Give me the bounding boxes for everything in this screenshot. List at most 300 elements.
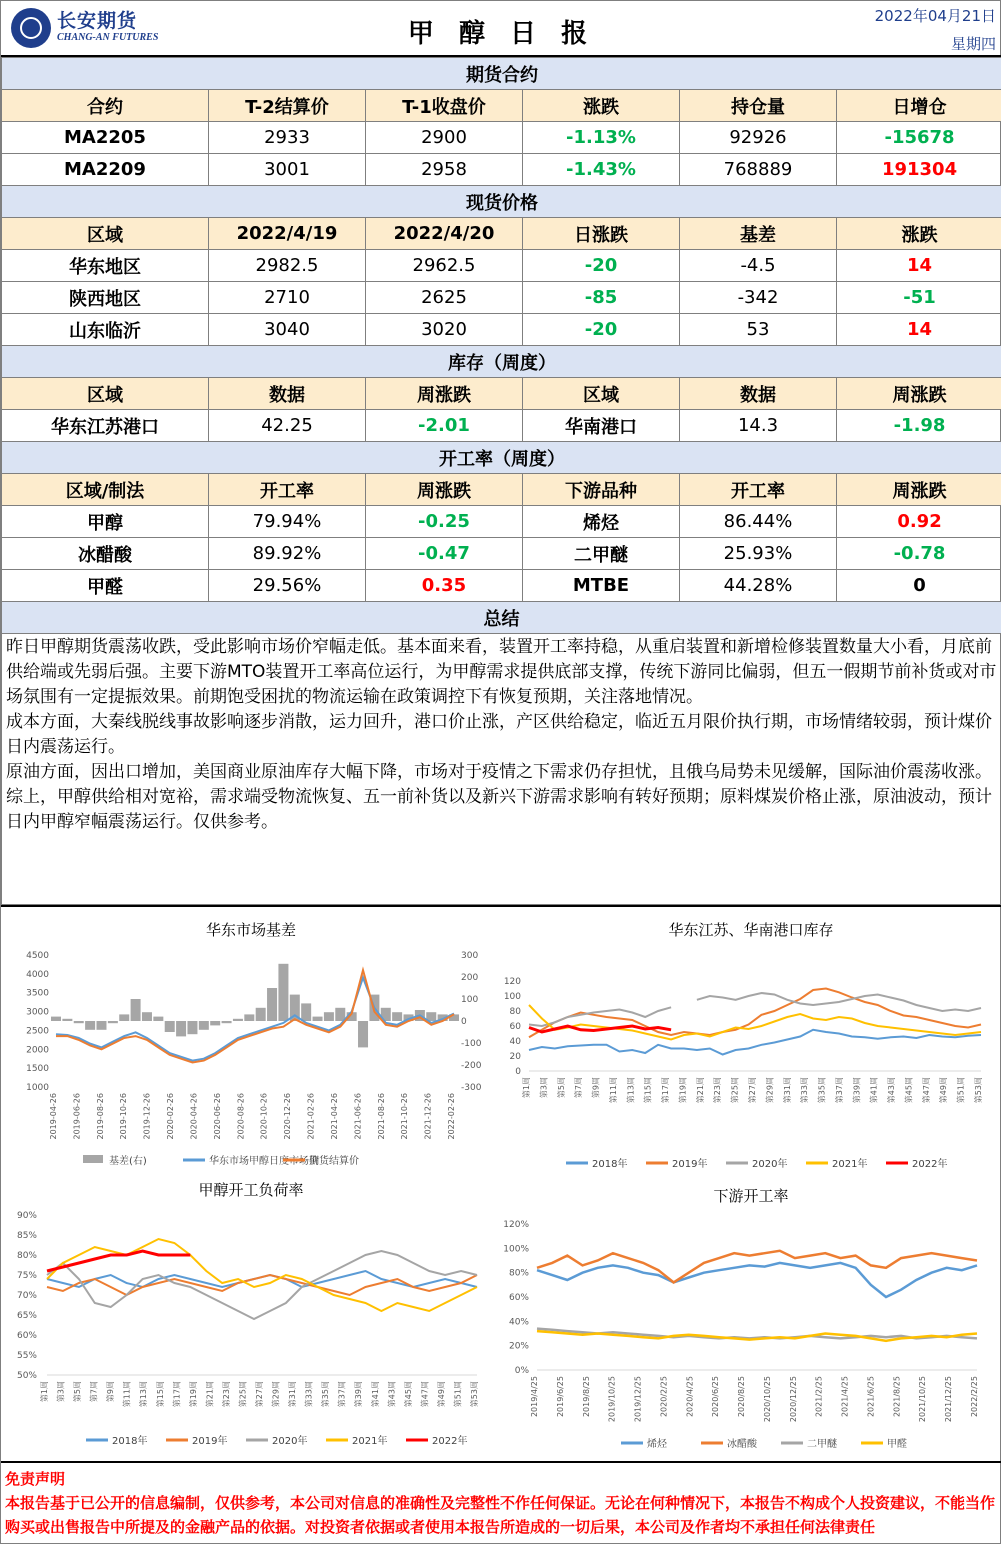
y-tick-label: 120 (503, 977, 521, 987)
y-tick-label: 4500 (26, 951, 49, 961)
series-line (537, 1263, 977, 1297)
col-header: 数据 (209, 378, 366, 410)
x-tick-label: 第47周 (420, 1381, 430, 1408)
x-tick-label: 2021-04-26 (329, 1093, 339, 1140)
x-tick-label: 第51周 (956, 1077, 966, 1104)
x-tick-label: 2021-02-26 (306, 1093, 316, 1140)
chart-downstream-svg (501, 1177, 1001, 1461)
table-row (2, 250, 1001, 282)
legend-label: 华东市场甲醇日度市场价 (209, 1156, 319, 1167)
col-header: 区域 (2, 218, 209, 250)
table-row (2, 282, 1001, 314)
col-header: 区域 (2, 378, 209, 410)
row-label: 冰醋酸 (2, 538, 209, 570)
x-tick-label: 第43周 (887, 1077, 897, 1104)
x-tick-label: 第39周 (852, 1077, 862, 1104)
cell: 79.94% (209, 506, 366, 538)
basis-bar (358, 1021, 368, 1047)
cell-change: -51 (837, 282, 1001, 314)
legend-label: 2020年 (752, 1159, 788, 1170)
cell: 92926 (680, 122, 837, 154)
y-tick-label: 1500 (26, 1064, 49, 1075)
col-header: 周涨跌 (837, 378, 1001, 410)
basis-bar (256, 1008, 266, 1021)
legend-label: 2018年 (112, 1436, 148, 1447)
cell: 42.25 (209, 410, 366, 442)
x-tick-label: 2022/2/25 (970, 1376, 979, 1418)
cell: 2625 (366, 282, 523, 314)
x-tick-label: 第19周 (188, 1381, 198, 1408)
cell: -4.5 (680, 250, 837, 282)
x-tick-label: 第43周 (387, 1381, 397, 1408)
cell-change: -1.43% (523, 154, 680, 186)
summary-text (1, 633, 1001, 905)
x-tick-label: 第13周 (139, 1381, 149, 1408)
table-row (2, 538, 1001, 570)
table-row (2, 314, 1001, 346)
x-tick-label: 第5周 (556, 1077, 566, 1099)
x-tick-label: 2019/4/25 (530, 1376, 539, 1418)
cell-change: -1.13% (523, 122, 680, 154)
x-tick-label: 2021-10-26 (400, 1093, 410, 1140)
x-tick-label: 第13周 (626, 1077, 636, 1104)
cell-change: -0.78 (837, 538, 1001, 570)
y-tick-label: 300 (461, 951, 479, 961)
section-title-inventory: 库存（周度） (2, 346, 1001, 378)
cell: 768889 (680, 154, 837, 186)
contract-name: MA2205 (2, 122, 209, 154)
x-tick-label: 第5周 (73, 1381, 83, 1403)
col-header: T-2结算价 (209, 90, 366, 122)
x-tick-label: 第37周 (834, 1077, 844, 1104)
cell-change: -0.25 (366, 506, 523, 538)
section-title-futures: 期货合约 (2, 58, 1001, 90)
legend-label: 2021年 (352, 1436, 388, 1447)
spot-table (1, 185, 1001, 346)
x-tick-label: 第31周 (288, 1381, 298, 1408)
chart-title: 甲醇开工负荷率 (198, 1181, 304, 1199)
legend-label: 二甲醚 (807, 1439, 837, 1450)
y-tick-label: 60% (16, 1331, 37, 1341)
y-tick-label: 2000 (26, 1045, 49, 1056)
disclaimer-text: 本报告基于已公开的信息编制，仅供参考，本公司对信息的准确性及完整性不作任何保证。无论在何种情况下，本报告不构成个人投资建议，不能当作购买或出售报告中所提及的金融产品的依据。对投资者依据或者使用本报告所造成的一切后果，本公司及作者均不承担任何法律责任 (5, 1494, 996, 1536)
chart-title: 下游开工率 (713, 1187, 789, 1205)
x-tick-label: 第39周 (354, 1381, 364, 1408)
y-tick-label: 200 (461, 973, 479, 983)
basis-bar (313, 1017, 323, 1021)
x-tick-label: 第27周 (255, 1381, 264, 1408)
y-tick-label: 4000 (26, 969, 49, 980)
cell: 3020 (366, 314, 523, 346)
y-tick-label: 20 (509, 1052, 521, 1062)
x-tick-label: 第53周 (470, 1381, 479, 1408)
y-tick-label: 75% (16, 1271, 37, 1281)
series-line (529, 993, 981, 1026)
cell-change: -0.47 (366, 538, 523, 570)
y-tick-label: 80% (508, 1268, 529, 1279)
operating-table (1, 441, 1001, 602)
chart-title: 华东江苏、华南港口库存 (668, 921, 834, 939)
basis-bar (267, 988, 277, 1021)
contract-name: MA2209 (2, 154, 209, 186)
legend-label: 2020年 (272, 1436, 308, 1447)
y-tick-label: 3500 (26, 988, 49, 999)
x-tick-label: 第3周 (56, 1381, 66, 1403)
cell: 2982.5 (209, 250, 366, 282)
table-row (2, 570, 1001, 602)
region-name: 山东临沂 (2, 314, 209, 346)
report-title: 甲 醇 日 报 (407, 19, 596, 49)
summary-heading (1, 601, 1001, 634)
basis-bar (51, 1017, 61, 1021)
chart-methanol-load-svg (1, 1177, 501, 1461)
basis-bar (108, 1021, 118, 1023)
cell: 89.92% (209, 538, 366, 570)
row-label: 二甲醚 (523, 538, 680, 570)
legend-label: 2019年 (192, 1436, 228, 1447)
y-tick-label: 60% (508, 1293, 529, 1303)
x-tick-label: 第7周 (574, 1077, 584, 1099)
cell-change: 0 (837, 570, 1001, 602)
cell: 2962.5 (366, 250, 523, 282)
section-title-spot: 现货价格 (2, 186, 1001, 218)
table-row (2, 410, 1001, 442)
basis-bar (142, 1012, 152, 1021)
x-tick-label: 第41周 (370, 1381, 380, 1408)
region-name: 华东江苏港口 (2, 410, 209, 442)
cell-change: -2.01 (366, 410, 523, 442)
y-tick-label: 40% (508, 1317, 529, 1328)
x-tick-label: 第11周 (122, 1381, 132, 1408)
cell-change: -20 (523, 250, 680, 282)
x-tick-label: 2019-06-26 (72, 1093, 82, 1140)
table-row (2, 122, 1001, 154)
basis-bar (244, 1014, 254, 1021)
basis-bar (324, 1012, 334, 1021)
col-header: 日涨跌 (523, 218, 680, 250)
report-date: 2022年04月21日 (874, 7, 996, 25)
charts-area (1, 905, 1001, 1461)
region-name: 华南港口 (523, 410, 680, 442)
y-tick-label: 0 (461, 1017, 467, 1027)
basis-bar (392, 1012, 402, 1021)
y-tick-label: 100 (503, 992, 521, 1002)
summary-paragraph: 原油方面，因出口增加，美国商业原油库存大幅下降，市场对于疫情之下需求仍存担忧，且俄乌局势未见缓解，国际油价震荡收涨。 (6, 762, 992, 782)
legend-swatch (83, 1155, 103, 1163)
basis-bar (131, 999, 141, 1021)
x-tick-label: 2020-08-26 (236, 1093, 246, 1140)
cell-change: -1.98 (837, 410, 1001, 442)
x-tick-label: 第35周 (817, 1077, 827, 1104)
basis-bar (165, 1021, 175, 1032)
summary-paragraph: 综上，甲醇供给相对宽裕，需求端受物流恢复、五一前补货以及新兴下游需求影响有转好预期；原料煤炭价格止涨，原油波动，预计日内甲醇窄幅震荡运行。仅供参考。 (6, 787, 992, 832)
cell: 14.3 (680, 410, 837, 442)
y-tick-label: -200 (461, 1061, 482, 1071)
basis-bar (74, 1021, 84, 1023)
basis-bar (176, 1021, 186, 1036)
y-tick-label: -300 (461, 1083, 482, 1093)
x-tick-label: 2021/8/25 (892, 1376, 902, 1418)
x-tick-label: 2020/8/25 (737, 1376, 747, 1418)
legend-label: 2018年 (592, 1159, 628, 1170)
cell: 53 (680, 314, 837, 346)
y-tick-label: 100% (503, 1244, 529, 1255)
cell: 2900 (366, 122, 523, 154)
x-tick-label: 2019/6/25 (555, 1376, 565, 1418)
x-tick-label: 2021-06-26 (353, 1093, 363, 1140)
y-tick-label: 120% (503, 1220, 529, 1230)
chart-downstream (501, 1177, 1001, 1461)
x-tick-label: 2020-04-26 (189, 1093, 199, 1140)
col-header: 区域/制法 (2, 474, 209, 506)
col-header: 数据 (680, 378, 837, 410)
x-tick-label: 2022-02-26 (447, 1093, 456, 1140)
x-tick-label: 2020-06-26 (212, 1093, 222, 1140)
x-tick-label: 第29周 (765, 1077, 775, 1104)
futures-table (1, 57, 1001, 186)
x-tick-label: 2021/10/25 (918, 1376, 928, 1423)
chart-methanol-load (1, 1177, 501, 1461)
x-tick-label: 第49周 (436, 1381, 446, 1408)
legend-label: 甲醛 (887, 1439, 907, 1450)
x-tick-label: 2020-10-26 (259, 1093, 269, 1140)
chart-title: 华东市场基差 (205, 921, 296, 939)
col-header: 持仓量 (680, 90, 837, 122)
cell: 86.44% (680, 506, 837, 538)
basis-bar (233, 1019, 243, 1021)
row-label: MTBE (523, 570, 680, 602)
disclaimer (1, 1461, 1001, 1544)
x-tick-label: 第45周 (904, 1077, 914, 1104)
y-tick-label: 100 (461, 995, 479, 1005)
cell: 44.28% (680, 570, 837, 602)
col-header: 下游品种 (523, 474, 680, 506)
x-tick-label: 2020-12-26 (283, 1093, 293, 1140)
x-tick-label: 2021-08-26 (376, 1093, 386, 1140)
x-tick-label: 第23周 (713, 1077, 723, 1104)
cell-change: -85 (523, 282, 680, 314)
x-tick-label: 第33周 (304, 1381, 314, 1408)
x-tick-label: 2020-02-26 (166, 1093, 176, 1140)
y-tick-label: 0 (515, 1067, 521, 1077)
x-tick-label: 2020/4/25 (685, 1376, 695, 1418)
y-tick-label: 55% (16, 1351, 37, 1361)
cell-change: 14 (837, 250, 1001, 282)
region-name: 华东地区 (2, 250, 209, 282)
col-header: T-1收盘价 (366, 90, 523, 122)
x-tick-label: 2020/12/25 (788, 1376, 798, 1423)
legend-label: 烯烃 (647, 1439, 667, 1450)
x-tick-label: 第3周 (539, 1077, 549, 1099)
summary-paragraph: 昨日甲醇期货震荡收跌，受此影响市场价窄幅走低。基本面来看，装置开工率持稳，从重启装置和新增检修装置数量大小看，月底前供给端或先弱后强。主要下游MTO装置开工率高位运行，为甲醇需求提供底部支撑，传统下游同比偏弱，但五一假期节前补货或对市场氛围有一定提振效果。前期饱受困扰的物流运输在政策调控下有恢复预期，关注落地情况。 (6, 637, 997, 707)
y-tick-label: 65% (16, 1311, 37, 1321)
cell: 3001 (209, 154, 366, 186)
y-tick-label: 3000 (26, 1007, 49, 1018)
legend-label: 2022年 (912, 1159, 948, 1170)
basis-bar (187, 1021, 197, 1034)
x-tick-label: 2021/2/25 (814, 1376, 824, 1418)
x-tick-label: 第15周 (643, 1077, 653, 1104)
legend-label: 冰醋酸 (727, 1439, 757, 1450)
x-tick-label: 第21周 (695, 1077, 705, 1104)
table-row (2, 154, 1001, 186)
x-tick-label: 第41周 (869, 1077, 879, 1104)
y-tick-label: 70% (16, 1291, 37, 1301)
cell-change: 0.35 (366, 570, 523, 602)
y-tick-label: 20% (508, 1341, 529, 1352)
legend-label: 2022年 (432, 1436, 468, 1447)
row-label: 烯烃 (523, 506, 680, 538)
basis-bar (210, 1021, 220, 1025)
y-tick-label: 60 (509, 1022, 521, 1032)
x-tick-label: 第23周 (221, 1381, 231, 1408)
y-tick-label: 0% (514, 1366, 529, 1376)
region-name: 陕西地区 (2, 282, 209, 314)
col-header: 2022/4/20 (366, 218, 523, 250)
cell-change: 191304 (837, 154, 1001, 186)
row-label: 甲醛 (2, 570, 209, 602)
col-header: 合约 (2, 90, 209, 122)
y-tick-label: 40 (509, 1037, 521, 1047)
x-tick-label: 2021/6/25 (866, 1376, 876, 1418)
x-tick-label: 第17周 (172, 1381, 182, 1408)
cell: 2958 (366, 154, 523, 186)
x-tick-label: 2019-10-26 (119, 1093, 129, 1140)
col-header: 日增仓 (837, 90, 1001, 122)
x-tick-label: 第15周 (155, 1381, 165, 1408)
inventory-table (1, 345, 1001, 442)
report-header (1, 1, 1001, 57)
x-tick-label: 第35周 (321, 1381, 331, 1408)
x-tick-label: 第31周 (782, 1077, 792, 1104)
x-tick-label: 2019-12-26 (142, 1093, 152, 1140)
x-tick-label: 第21周 (205, 1381, 215, 1408)
basis-bar (335, 1008, 345, 1021)
chart-basis (1, 907, 501, 1177)
col-header: 周涨跌 (366, 378, 523, 410)
basis-bar (96, 1021, 106, 1030)
basis-bar (222, 1021, 232, 1023)
x-tick-label: 第45周 (403, 1381, 413, 1408)
cell: 2710 (209, 282, 366, 314)
basis-bar (85, 1021, 95, 1030)
col-header: 基差 (680, 218, 837, 250)
basis-bar (119, 1014, 129, 1021)
basis-bar (278, 964, 288, 1021)
x-tick-label: 2019-04-26 (49, 1093, 58, 1140)
col-header: 开工率 (680, 474, 837, 506)
basis-bar (301, 1003, 311, 1021)
basis-bar (199, 1021, 209, 1030)
cell-change: -20 (523, 314, 680, 346)
x-tick-label: 第7周 (89, 1381, 99, 1403)
x-tick-label: 第11周 (608, 1077, 618, 1104)
x-tick-label: 第49周 (939, 1077, 949, 1104)
disclaimer-title: 免责声明 (5, 1470, 66, 1488)
y-tick-label: 2500 (26, 1026, 49, 1037)
x-tick-label: 第27周 (748, 1077, 757, 1104)
chart-inventory (501, 907, 1001, 1177)
x-tick-label: 第17周 (661, 1077, 671, 1104)
col-header: 区域 (523, 378, 680, 410)
col-header: 涨跌 (523, 90, 680, 122)
col-header: 涨跌 (837, 218, 1001, 250)
x-tick-label: 第9周 (106, 1381, 116, 1403)
x-tick-label: 第53周 (974, 1077, 983, 1104)
summary-paragraph: 成本方面，大秦线脱线事故影响逐步消散，运力回升，港口价止涨，产区供给稳定，临近五月限价执行期，市场情绪较弱，预计煤价日内震荡运行。 (6, 712, 992, 757)
x-tick-label: 2021/12/25 (944, 1376, 954, 1423)
y-tick-label: 80% (16, 1251, 37, 1261)
logo-en: CHANG-AN FUTURES (57, 32, 159, 43)
x-tick-label: 2019/12/25 (633, 1376, 643, 1423)
col-header: 周涨跌 (837, 474, 1001, 506)
section-title-operating: 开工率（周度） (2, 442, 1001, 474)
x-tick-label: 第33周 (800, 1077, 810, 1104)
cell: 3040 (209, 314, 366, 346)
x-tick-label: 第19周 (678, 1077, 688, 1104)
col-header: 周涨跌 (366, 474, 523, 506)
x-tick-label: 2020/6/25 (711, 1376, 721, 1418)
y-tick-label: -100 (461, 1039, 482, 1049)
cell-change: 0.92 (837, 506, 1001, 538)
series-line (529, 1030, 981, 1055)
cell: 25.93% (680, 538, 837, 570)
x-tick-label: 第25周 (730, 1077, 740, 1104)
col-header: 开工率 (209, 474, 366, 506)
x-tick-label: 第1周 (40, 1381, 49, 1403)
legend-label: 基差(右) (109, 1156, 147, 1167)
table-row (2, 506, 1001, 538)
x-tick-label: 2020/2/25 (659, 1376, 669, 1418)
chart-basis-svg (1, 907, 501, 1177)
row-label: 甲醇 (2, 506, 209, 538)
report-weekday: 星期四 (950, 35, 996, 53)
x-tick-label: 2021/4/25 (840, 1376, 850, 1418)
legend-label: 期货结算价 (309, 1156, 359, 1167)
cell: 29.56% (209, 570, 366, 602)
chart-inventory-svg (501, 907, 1001, 1177)
basis-bar (153, 1017, 163, 1021)
cell: -342 (680, 282, 837, 314)
section-title-summary: 总结 (2, 602, 1001, 634)
series-line (529, 1005, 981, 1040)
x-tick-label: 第47周 (921, 1077, 931, 1104)
legend-label: 2019年 (672, 1159, 708, 1170)
y-tick-label: 80 (509, 1007, 521, 1017)
x-tick-label: 第25周 (238, 1381, 248, 1408)
y-tick-label: 1000 (26, 1083, 49, 1093)
x-tick-label: 2019/8/25 (581, 1376, 591, 1418)
cell-change: 14 (837, 314, 1001, 346)
x-tick-label: 第37周 (337, 1381, 347, 1408)
x-tick-label: 2020/10/25 (762, 1376, 772, 1423)
col-header: 2022/4/19 (209, 218, 366, 250)
x-tick-label: 第1周 (522, 1077, 531, 1099)
x-tick-label: 第51周 (453, 1381, 463, 1408)
x-tick-label: 2021-12-26 (423, 1093, 433, 1140)
x-tick-label: 第29周 (271, 1381, 281, 1408)
x-tick-label: 第9周 (591, 1077, 601, 1099)
logo-cn: 长安期货 (57, 10, 138, 32)
x-tick-label: 2019-08-26 (95, 1093, 105, 1140)
y-tick-label: 85% (16, 1231, 37, 1241)
cell: 2933 (209, 122, 366, 154)
legend-label: 2021年 (832, 1159, 868, 1170)
y-tick-label: 90% (16, 1211, 37, 1221)
basis-bar (62, 1019, 72, 1021)
x-tick-label: 2019/10/25 (607, 1376, 617, 1423)
cell-change: -15678 (837, 122, 1001, 154)
